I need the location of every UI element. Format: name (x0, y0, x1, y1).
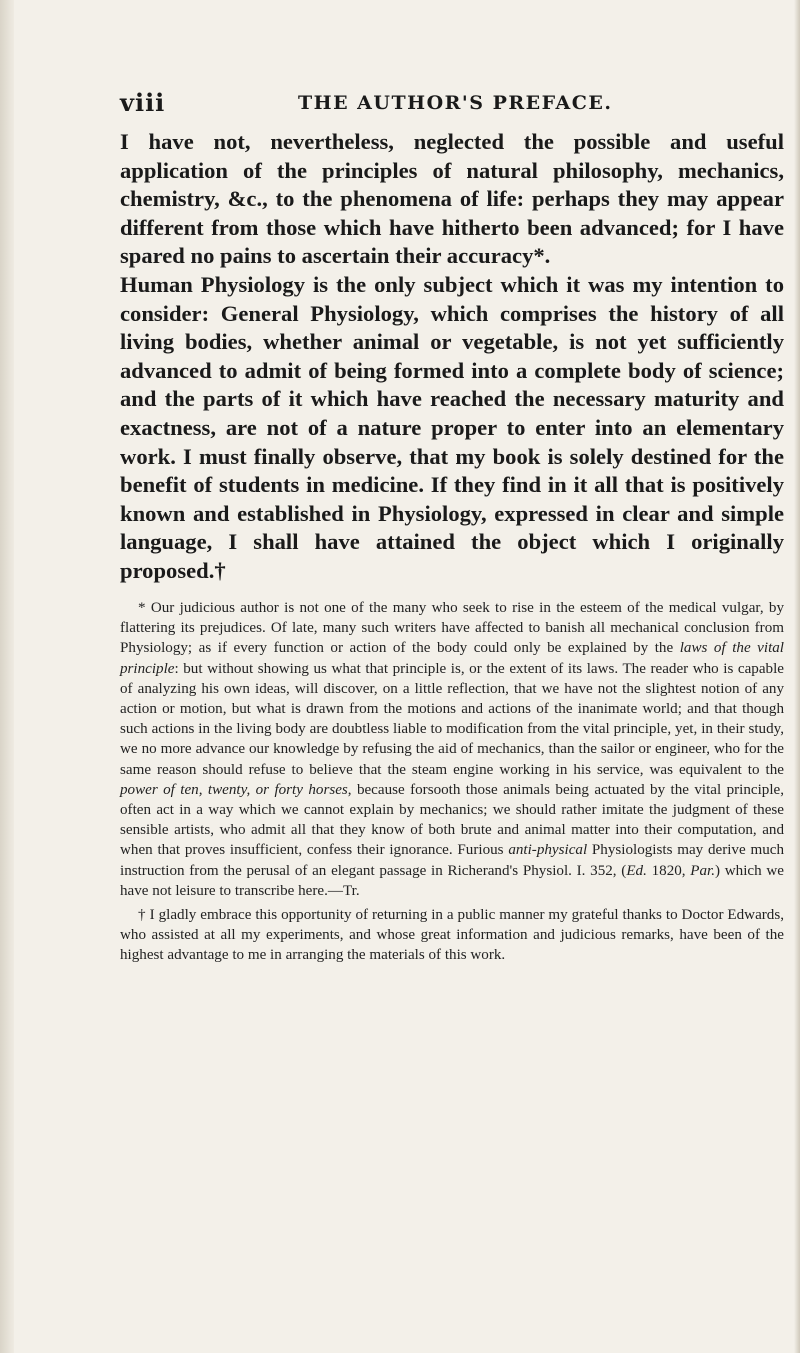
footnote-italic: laws of the vital principle (120, 640, 784, 677)
running-head: THE AUTHOR'S PREFACE. (298, 92, 613, 114)
paragraph: Human Physiology is the only subject which it was my intention to consider: General Physiology, which comprises the history of all living bodies, whether animal or vegetable, is not yet sufficiently advanced to admit of being formed into a complete body of science; and the parts of it which have reached the necessary maturity and exactness, are not of a nature proper to enter into an elementary work. I must finally observe, that my book is solely destined for the benefit of students in medicine. If they find in it all that is positively known and established in Physiology, expressed in clear and simple language, I shall have attained the object which I originally proposed.† (120, 271, 784, 583)
footnote-italic: Ed. (626, 862, 647, 879)
footnote-text: 1820, (646, 862, 691, 879)
footnote-italic: Par. (690, 862, 716, 879)
footnote-text: ) which we have not leisure to transcribe here.—Tr. (120, 862, 784, 899)
body-text (120, 128, 784, 586)
footnote-1 (120, 598, 784, 901)
page-edge-shadow (794, 0, 800, 1353)
footnote-text: * Our judicious author is not one of the many who seek to rise in the esteem of the medical vulgar, by flattering its prejudices. Of late, many such writers have affected to banish all mechanical conclusion from Physiology; as if every function or action of the body could only be explained by the (120, 600, 784, 657)
footnote-text: , because forsooth those animals being actuated by the vital principle, often act in a way which we cannot explain by mechanics; we should rather imitate the judgment of these sensible artists, who admit all that they know of both brute and animal matter into their computation, and when that proves insufficient, confess their ignorance. Furious (120, 781, 784, 859)
paragraph: I have not, nevertheless, neglected the possible and useful application of the principles of natural philosophy, mechanics, chemistry, &c., to the phenomena of life: perhaps they may appear different from those which have hitherto been advanced; for I have spared no pains to ascertain their accuracy*. (120, 129, 784, 269)
page-number: viii (120, 88, 166, 117)
footnote-text: Physiologists may derive much instruction from the perusal of an elegant passage in Richerand's Physiol. I. 352, ( (120, 842, 784, 879)
page-gutter-shadow (0, 0, 14, 1353)
footnote-text: : but without showing us what that principle is, or the extent of its laws. The reader who is capable of analyzing his own ideas, will discover, on a little reflection, that we have not the slightest notion of any action or motion, but what is drawn from the motions and actions of the inanimate world; and that though such actions in the living body are doubtless liable to modification from the vital principle, yet, in their study, we no more advance our knowledge by refusing the aid of mechanics, than the sailor or engineer, who for the same reason should refuse to believe that the steam engine working in his service, was equivalent to the (120, 660, 784, 778)
footnotes (120, 598, 784, 966)
footnote-italic: anti-physical (508, 842, 588, 859)
page-header (120, 88, 784, 118)
footnote-italic: power of ten, twenty, or forty horses (120, 781, 348, 798)
footnote-2: † I gladly embrace this opportunity of returning in a public manner my grateful thanks to Doctor Edwards, who assisted at all my experiments, and whose great information and judicious remarks, have been of the highest advantage to me in arranging the materials of this work. (120, 907, 784, 964)
